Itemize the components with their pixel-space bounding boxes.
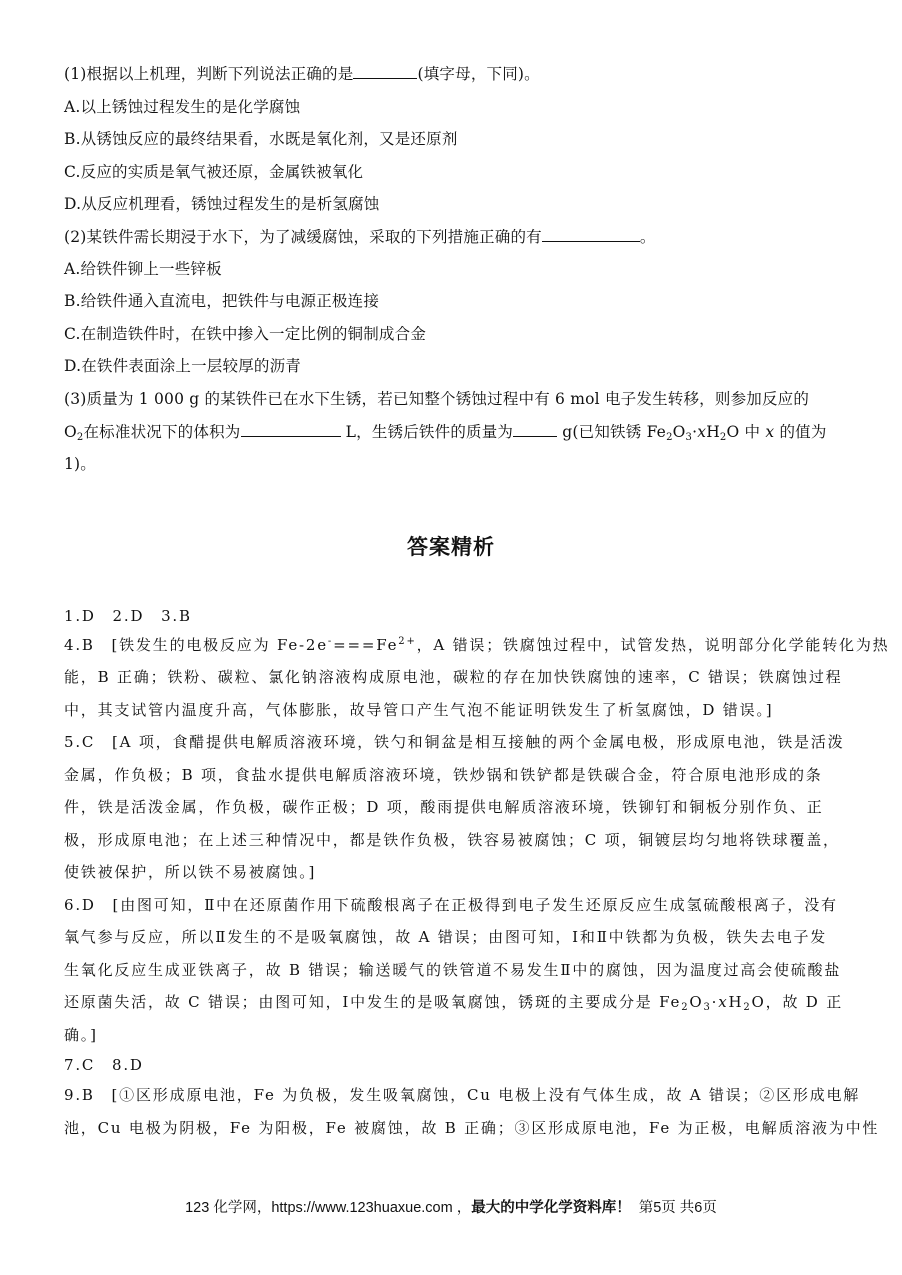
subscript: 2 bbox=[76, 432, 84, 443]
question-1-text: (1)根据以上机理，判断下列说法正确的是 bbox=[64, 65, 354, 83]
answer-section-title: 答案精析 bbox=[407, 535, 495, 559]
answer-5-line-4: 极，形成原电池；在上述三种情况中，都是铁作负极，铁容易被腐蚀；C 项，铜镀层均匀地将铁球覆盖， bbox=[64, 831, 840, 849]
formula-text: O 中 bbox=[726, 423, 766, 441]
superscript: 2+ bbox=[398, 636, 417, 647]
formula-variable: x bbox=[765, 423, 775, 441]
question-1 bbox=[64, 63, 844, 85]
answer-text: ，A 错误；铁腐蚀过程中，试管发热，说明部分化学能转化为热 bbox=[416, 636, 890, 654]
footer-slogan: 最大的中学化学资料库！ bbox=[471, 1200, 631, 1216]
formula-variable: x bbox=[718, 993, 729, 1011]
answer-5-line-3: 件，铁是活泼金属，作负极，碳作正极；D 项，酸雨提供电解质溶液环境，铁铆钉和铜板分别作负、正 bbox=[64, 798, 824, 816]
question-2-suffix: 。 bbox=[639, 228, 656, 246]
formula-text: O bbox=[64, 423, 77, 441]
question-3-line-3: 1)。 bbox=[64, 455, 97, 473]
answer-6-line-3: 生氧化反应生成亚铁离子，故 B 错误；输送暖气的铁管道不易发生Ⅱ中的腐蚀，因为温度过高会使硫酸盐 bbox=[64, 961, 842, 979]
subscript: 2 bbox=[743, 1002, 752, 1013]
answer-4-line-1 bbox=[64, 634, 890, 656]
option-2c: C.在制造铁件时，在铁中掺入一定比例的铜制成合金 bbox=[64, 325, 427, 343]
question-2 bbox=[64, 226, 844, 248]
option-1c: C.反应的实质是氧气被还原，金属铁被氧化 bbox=[64, 163, 364, 181]
option-1d: D.从反应机理看，锈蚀过程发生的是析氢腐蚀 bbox=[64, 195, 380, 213]
answer-9-line-1: 9.B [①区形成原电池，Fe 为负极，发生吸氧腐蚀，Cu 电极上没有气体生成，故 A 错误；②区形成电解 bbox=[64, 1086, 861, 1104]
formula-variable: x bbox=[697, 423, 707, 441]
answer-blank bbox=[542, 226, 640, 242]
answer-6-line-2: 氧气参与反应，所以Ⅱ发生的不是吸氧腐蚀，故 A 错误；由图可知，Ⅰ和Ⅱ中铁都为负极，铁失去电子发 bbox=[64, 928, 828, 946]
superscript: - bbox=[327, 636, 334, 647]
question-3-text: g(已知铁锈 Fe bbox=[562, 423, 667, 441]
question-3-line-2 bbox=[64, 421, 844, 443]
option-2d: D.在铁件表面涂上一层较厚的沥青 bbox=[64, 357, 302, 375]
answer-4-line-2: 能，B 正确；铁粉、碳粒、氯化钠溶液构成原电池，碳粒的存在加快铁腐蚀的速率，C 错误；铁腐蚀过程 bbox=[64, 668, 843, 686]
option-1b: B.从锈蚀反应的最终结果看，水既是氧化剂，又是还原剂 bbox=[64, 130, 458, 148]
answer-text: O，故 D 正 bbox=[751, 993, 844, 1011]
answer-6-line-4 bbox=[64, 991, 844, 1013]
subscript: 3 bbox=[685, 432, 693, 443]
subscript: 2 bbox=[681, 1002, 690, 1013]
answer-text: O bbox=[689, 993, 704, 1011]
question-3-line-1: (3)质量为 1 000 g 的某铁件已在水下生锈，若已知整个锈蚀过程中有 6 mol 电子发生转移，则参加反应的 bbox=[64, 390, 810, 408]
answer-5-line-1: 5.C [A 项，食醋提供电解质溶液环境，铁勺和铜盆是相互接触的两个金属电极，形成原电池，铁是活泼 bbox=[64, 733, 845, 751]
formula-text: O bbox=[672, 423, 686, 441]
answer-text: H bbox=[728, 993, 744, 1011]
answer-9-line-2: 池，Cu 电极为阴极，Fe 为阳极，Fe 被腐蚀，故 B 正确；③区形成原电池，Fe 为正极，电解质溶液为中性 bbox=[64, 1119, 880, 1137]
question-3-text: L，生锈后铁件的质量为 bbox=[345, 423, 514, 441]
option-1a: A.以上锈蚀过程发生的是化学腐蚀 bbox=[64, 98, 301, 116]
answer-blank bbox=[241, 421, 341, 437]
subscript: 3 bbox=[703, 1002, 712, 1013]
answer-blank bbox=[353, 63, 417, 79]
option-2a: A.给铁件铆上一些锌板 bbox=[64, 260, 222, 278]
answer-text: 4.B [铁发生的电极反应为 Fe-2e bbox=[64, 636, 328, 654]
subscript: 2 bbox=[666, 432, 673, 443]
formula-text: · bbox=[692, 423, 698, 441]
question-3-text: 的值为 bbox=[774, 423, 827, 441]
option-2b: B.给铁件通入直流电，把铁件与电源正极连接 bbox=[64, 292, 380, 310]
answer-7-8: 7.C 8.D bbox=[64, 1056, 144, 1074]
answer-5-line-2: 金属，作负极；B 项，食盐水提供电解质溶液环境，铁炒锅和铁铲都是铁碳合金，符合原电池形成的条 bbox=[64, 766, 823, 784]
page-number: 第5页 共6页 bbox=[638, 1200, 717, 1216]
question-2-text: (2)某铁件需长期浸于水下，为了减缓腐蚀，采取的下列措施正确的有 bbox=[64, 228, 542, 246]
answer-6-line-1: 6.D [由图可知，Ⅱ中在还原菌作用下硫酸根离子在正极得到电子发生还原反应生成氢硫酸根离子，没有 bbox=[64, 896, 838, 914]
question-1-suffix: (填字母，下同)。 bbox=[417, 65, 540, 83]
question-3-text: 在标准状况下的体积为 bbox=[83, 423, 241, 441]
answer-text: 还原菌失活，故 C 错误；由图可知，Ⅰ中发生的是吸氧腐蚀，锈斑的主要成分是 Fe bbox=[64, 993, 682, 1011]
formula-text: H bbox=[706, 423, 720, 441]
answer-4-line-3: 中，其支试管内温度升高，气体膨胀，故导管口产生气泡不能证明铁发生了析氢腐蚀，D 错误。] bbox=[64, 701, 774, 719]
answer-text: ===Fe bbox=[333, 636, 399, 654]
subscript: 2 bbox=[719, 432, 727, 443]
answer-1-3: 1.D 2.D 3.B bbox=[64, 607, 192, 625]
answer-blank bbox=[513, 421, 557, 437]
answer-text: · bbox=[711, 993, 719, 1011]
footer-site-link[interactable]: 123 化学网，https://www.123huaxue.com ， bbox=[185, 1200, 472, 1216]
answer-5-line-5: 使铁被保护，所以铁不易被腐蚀。] bbox=[64, 863, 317, 881]
page-footer bbox=[0, 1196, 902, 1217]
answer-6-line-5: 确。] bbox=[64, 1026, 98, 1044]
